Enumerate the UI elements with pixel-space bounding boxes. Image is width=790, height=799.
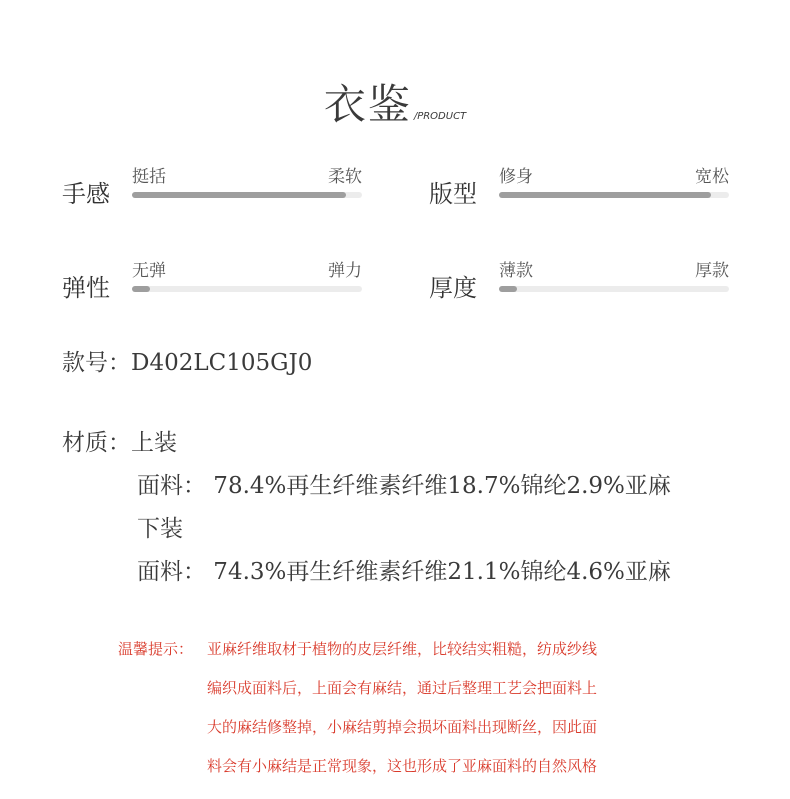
attribute-low-label: 无弹 — [132, 261, 166, 281]
material-bottom-fabric: 面料： 74.3%再生纤维素纤维21.1%锦纶4.6%亚麻 — [137, 559, 671, 585]
attribute-bar-fill — [132, 286, 150, 292]
material-top-label: 上装 — [131, 430, 177, 456]
notice-line: 亚麻纤维取材于植物的皮层纤维，比较结实粗糙，纺成纱线 — [207, 640, 598, 658]
attribute-bar — [499, 192, 729, 198]
attribute-bar-fill — [499, 192, 711, 198]
page-title: 衣鉴 — [323, 80, 412, 129]
attribute-bar — [132, 286, 362, 292]
material-bottom-label: 下装 — [137, 516, 183, 542]
attribute-fit — [429, 162, 729, 222]
attribute-bar — [499, 286, 729, 292]
attribute-high-label: 柔软 — [328, 167, 362, 187]
attribute-bar-fill — [132, 192, 346, 198]
attribute-bar — [132, 192, 362, 198]
attribute-name: 版型 — [429, 180, 477, 208]
attribute-high-label: 厚款 — [695, 261, 729, 281]
notice-line: 料会有小麻结是正常现象，这也形成了亚麻面料的自然风格 — [207, 757, 598, 775]
attribute-name: 手感 — [62, 180, 110, 208]
attribute-high-label: 宽松 — [695, 167, 729, 187]
attribute-elasticity — [62, 256, 362, 316]
notice-line: 编织成面料后，上面会有麻结，通过后整理工艺会把面料上 — [207, 679, 598, 697]
attribute-low-label: 修身 — [499, 167, 533, 187]
attribute-name: 厚度 — [429, 274, 477, 302]
material-label: 材质： — [62, 430, 131, 456]
material-row — [62, 424, 177, 457]
attribute-hand-feel — [62, 162, 362, 222]
attribute-thickness — [429, 256, 729, 316]
attribute-low-label: 薄款 — [499, 261, 533, 281]
page-header — [0, 72, 790, 132]
notice-label: 温馨提示： — [118, 640, 194, 658]
page-subtitle: /PRODUCT — [413, 111, 467, 122]
attribute-low-label: 挺括 — [132, 167, 166, 187]
attribute-bar-fill — [499, 286, 517, 292]
style-number-value: D402LC105GJ0 — [131, 350, 313, 376]
style-number-label: 款号： — [62, 350, 131, 376]
material-top-fabric: 面料： 78.4%再生纤维素纤维18.7%锦纶2.9%亚麻 — [137, 473, 671, 499]
notice-line: 大的麻结修整掉，小麻结剪掉会损坏面料出现断丝，因此面 — [207, 718, 598, 736]
attribute-high-label: 弹力 — [328, 261, 362, 281]
style-number-row — [62, 344, 312, 377]
attribute-name: 弹性 — [62, 274, 110, 302]
